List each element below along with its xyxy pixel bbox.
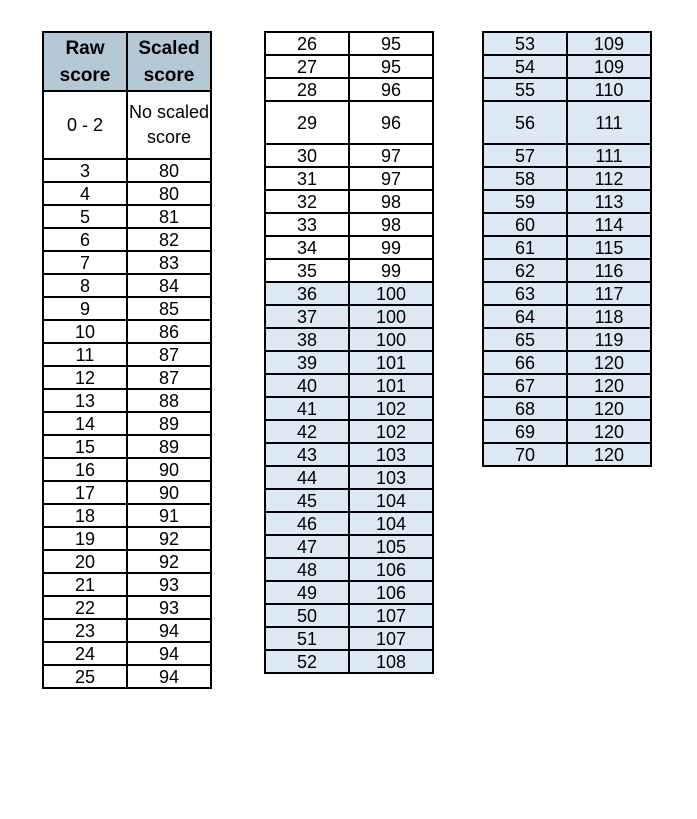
raw-score-cell: 68 (483, 397, 567, 420)
raw-score-cell: 15 (43, 435, 127, 458)
raw-score-cell: 55 (483, 78, 567, 101)
scaled-score-cell: 99 (349, 259, 433, 282)
scaled-score-cell: 116 (567, 259, 651, 282)
table-row (265, 144, 433, 167)
scaled-score-cell: 94 (127, 619, 211, 642)
scaled-score-cell: 109 (567, 32, 651, 55)
table-row (483, 351, 651, 374)
table-row (43, 527, 211, 550)
header-row (43, 32, 211, 91)
table-row (43, 573, 211, 596)
raw-score-cell: 0 - 2 (43, 91, 127, 159)
raw-score-cell: 45 (265, 489, 349, 512)
raw-score-cell: 34 (265, 236, 349, 259)
table-row (43, 205, 211, 228)
table-row (43, 412, 211, 435)
scaled-score-cell: 97 (349, 167, 433, 190)
scaled-score-cell: 90 (127, 458, 211, 481)
scaled-score-cell: 96 (349, 101, 433, 144)
table-row (43, 458, 211, 481)
raw-score-cell: 4 (43, 182, 127, 205)
table-row (43, 182, 211, 205)
raw-score-cell: 62 (483, 259, 567, 282)
scaled-score-cell: 87 (127, 343, 211, 366)
raw-score-cell: 29 (265, 101, 349, 144)
table-row (265, 101, 433, 144)
score-table-2-body (265, 32, 433, 673)
raw-score-cell: 53 (483, 32, 567, 55)
scaled-score-cell: 120 (567, 374, 651, 397)
table-row (265, 282, 433, 305)
table-row (265, 604, 433, 627)
table-row (265, 351, 433, 374)
scaled-score-cell: 99 (349, 236, 433, 259)
table-row (265, 78, 433, 101)
raw-score-cell: 16 (43, 458, 127, 481)
table-row (483, 236, 651, 259)
scaled-score-cell: No scaled score (127, 91, 211, 159)
raw-score-cell: 14 (43, 412, 127, 435)
scaled-score-cell: 91 (127, 504, 211, 527)
raw-score-cell: 36 (265, 282, 349, 305)
scaled-score-cell: 106 (349, 581, 433, 604)
raw-score-cell: 33 (265, 213, 349, 236)
table-row (265, 236, 433, 259)
table-row (483, 101, 651, 144)
table-row (483, 282, 651, 305)
scaled-score-cell: 89 (127, 435, 211, 458)
score-table-3 (482, 31, 652, 467)
scaled-score-cell: 98 (349, 190, 433, 213)
raw-score-cell: 28 (265, 78, 349, 101)
table-row (483, 55, 651, 78)
table-row (483, 259, 651, 282)
table-row (43, 504, 211, 527)
raw-score-cell: 17 (43, 481, 127, 504)
score-table-1 (42, 31, 212, 689)
table-row (43, 550, 211, 573)
table-row (265, 512, 433, 535)
score-table-3-body (483, 32, 651, 466)
table-row (265, 650, 433, 673)
table-row (43, 91, 211, 159)
scaled-score-cell: 97 (349, 144, 433, 167)
scaled-score-cell: 105 (349, 535, 433, 558)
scaled-score-cell: 100 (349, 328, 433, 351)
table-row (265, 558, 433, 581)
scaled-score-cell: 90 (127, 481, 211, 504)
raw-score-cell: 23 (43, 619, 127, 642)
table-row (43, 297, 211, 320)
scaled-score-cell: 83 (127, 251, 211, 274)
raw-score-cell: 51 (265, 627, 349, 650)
table-row (265, 443, 433, 466)
raw-score-cell: 41 (265, 397, 349, 420)
raw-score-cell: 70 (483, 443, 567, 466)
raw-score-cell: 25 (43, 665, 127, 688)
raw-score-cell: 7 (43, 251, 127, 274)
raw-score-cell: 52 (265, 650, 349, 673)
raw-score-cell: 38 (265, 328, 349, 351)
table-row (265, 32, 433, 55)
table-row (265, 420, 433, 443)
raw-score-cell: 63 (483, 282, 567, 305)
score-table-1-body (43, 32, 211, 688)
table-row (483, 190, 651, 213)
scaled-score-cell: 101 (349, 374, 433, 397)
scaled-score-cell: 108 (349, 650, 433, 673)
raw-score-cell: 31 (265, 167, 349, 190)
raw-score-cell: 65 (483, 328, 567, 351)
table-row (483, 144, 651, 167)
raw-score-header: Raw score (43, 32, 127, 91)
raw-score-cell: 43 (265, 443, 349, 466)
table-row (483, 167, 651, 190)
raw-score-cell: 61 (483, 236, 567, 259)
scaled-score-cell: 92 (127, 527, 211, 550)
scaled-score-cell: 102 (349, 397, 433, 420)
raw-score-cell: 32 (265, 190, 349, 213)
scaled-score-cell: 95 (349, 55, 433, 78)
table-row (265, 535, 433, 558)
raw-score-cell: 42 (265, 420, 349, 443)
table-row (43, 665, 211, 688)
scaled-score-cell: 110 (567, 78, 651, 101)
scaled-score-cell: 104 (349, 489, 433, 512)
scaled-score-cell: 85 (127, 297, 211, 320)
raw-score-cell: 30 (265, 144, 349, 167)
table-row (265, 397, 433, 420)
scaled-score-cell: 82 (127, 228, 211, 251)
scaled-score-cell: 80 (127, 182, 211, 205)
scaled-score-cell: 114 (567, 213, 651, 236)
scaled-score-cell: 86 (127, 320, 211, 343)
table-row (265, 489, 433, 512)
raw-score-cell: 64 (483, 305, 567, 328)
table-row (43, 366, 211, 389)
scaled-score-cell: 120 (567, 420, 651, 443)
raw-score-cell: 49 (265, 581, 349, 604)
scaled-score-cell: 89 (127, 412, 211, 435)
table-row (43, 251, 211, 274)
table-row (43, 320, 211, 343)
scaled-score-cell: 107 (349, 604, 433, 627)
raw-score-cell: 48 (265, 558, 349, 581)
scaled-score-cell: 80 (127, 159, 211, 182)
table-row (265, 259, 433, 282)
raw-score-cell: 40 (265, 374, 349, 397)
scaled-score-cell: 115 (567, 236, 651, 259)
raw-score-cell: 47 (265, 535, 349, 558)
table-row (43, 389, 211, 412)
scaled-score-cell: 92 (127, 550, 211, 573)
raw-score-cell: 10 (43, 320, 127, 343)
scaled-score-cell: 93 (127, 573, 211, 596)
raw-score-cell: 22 (43, 596, 127, 619)
raw-score-cell: 44 (265, 466, 349, 489)
raw-score-cell: 3 (43, 159, 127, 182)
table-row (43, 596, 211, 619)
scaled-score-cell: 81 (127, 205, 211, 228)
scaled-score-cell: 100 (349, 282, 433, 305)
raw-score-cell: 20 (43, 550, 127, 573)
scaled-score-cell: 111 (567, 101, 651, 144)
scaled-score-cell: 106 (349, 558, 433, 581)
scaled-score-cell: 84 (127, 274, 211, 297)
table-row (43, 435, 211, 458)
scaled-score-cell: 93 (127, 596, 211, 619)
table-row (265, 581, 433, 604)
raw-score-cell: 19 (43, 527, 127, 550)
raw-score-cell: 50 (265, 604, 349, 627)
scaled-score-cell: 118 (567, 305, 651, 328)
table-row (43, 481, 211, 504)
scaled-score-cell: 120 (567, 397, 651, 420)
table-row (483, 397, 651, 420)
raw-score-cell: 24 (43, 642, 127, 665)
table-row (483, 374, 651, 397)
raw-score-cell: 9 (43, 297, 127, 320)
table-row (265, 190, 433, 213)
table-row (43, 159, 211, 182)
scaled-score-cell: 117 (567, 282, 651, 305)
raw-score-cell: 46 (265, 512, 349, 535)
scaled-score-cell: 95 (349, 32, 433, 55)
table-row (43, 343, 211, 366)
raw-score-cell: 67 (483, 374, 567, 397)
scaled-score-cell: 113 (567, 190, 651, 213)
scaled-score-cell: 104 (349, 512, 433, 535)
scaled-score-cell: 102 (349, 420, 433, 443)
raw-score-cell: 12 (43, 366, 127, 389)
raw-score-cell: 21 (43, 573, 127, 596)
raw-score-cell: 8 (43, 274, 127, 297)
scaled-score-cell: 109 (567, 55, 651, 78)
scaled-score-cell: 87 (127, 366, 211, 389)
raw-score-cell: 60 (483, 213, 567, 236)
table-row (265, 55, 433, 78)
raw-score-cell: 58 (483, 167, 567, 190)
scaled-score-cell: 94 (127, 665, 211, 688)
table-row (483, 32, 651, 55)
score-table-2 (264, 31, 434, 674)
table-row (265, 167, 433, 190)
table-row (483, 78, 651, 101)
raw-score-cell: 56 (483, 101, 567, 144)
raw-score-cell: 18 (43, 504, 127, 527)
table-row (265, 213, 433, 236)
scaled-score-cell: 120 (567, 443, 651, 466)
scaled-score-cell: 96 (349, 78, 433, 101)
table-row (265, 374, 433, 397)
scaled-score-cell: 98 (349, 213, 433, 236)
table-row (265, 328, 433, 351)
scaled-score-cell: 107 (349, 627, 433, 650)
scaled-score-cell: 112 (567, 167, 651, 190)
raw-score-cell: 37 (265, 305, 349, 328)
table-row (265, 466, 433, 489)
raw-score-cell: 13 (43, 389, 127, 412)
table-row (43, 274, 211, 297)
table-row (483, 328, 651, 351)
scaled-score-cell: 103 (349, 443, 433, 466)
scaled-score-cell: 101 (349, 351, 433, 374)
raw-score-cell: 6 (43, 228, 127, 251)
raw-score-cell: 39 (265, 351, 349, 374)
scaled-score-cell: 119 (567, 328, 651, 351)
table-row (483, 420, 651, 443)
table-row (43, 642, 211, 665)
raw-score-cell: 35 (265, 259, 349, 282)
scaled-score-cell: 103 (349, 466, 433, 489)
table-row (483, 305, 651, 328)
table-row (43, 228, 211, 251)
raw-score-cell: 27 (265, 55, 349, 78)
raw-score-cell: 66 (483, 351, 567, 374)
scaled-score-cell: 100 (349, 305, 433, 328)
scaled-score-cell: 120 (567, 351, 651, 374)
table-row (265, 305, 433, 328)
raw-score-cell: 69 (483, 420, 567, 443)
scaled-score-cell: 111 (567, 144, 651, 167)
scaled-score-header: Scaled score (127, 32, 211, 91)
table-row (265, 627, 433, 650)
raw-score-cell: 5 (43, 205, 127, 228)
scaled-score-cell: 94 (127, 642, 211, 665)
raw-score-cell: 11 (43, 343, 127, 366)
raw-score-cell: 54 (483, 55, 567, 78)
raw-score-cell: 26 (265, 32, 349, 55)
table-row (483, 213, 651, 236)
table-row (43, 619, 211, 642)
scaled-score-cell: 88 (127, 389, 211, 412)
table-row (483, 443, 651, 466)
raw-score-cell: 57 (483, 144, 567, 167)
raw-score-cell: 59 (483, 190, 567, 213)
